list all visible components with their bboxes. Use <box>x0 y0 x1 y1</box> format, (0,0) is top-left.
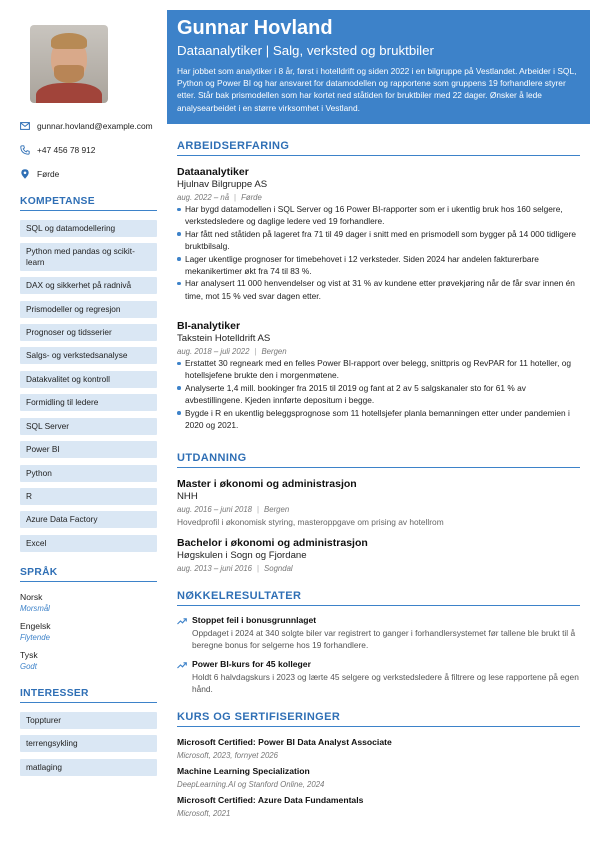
job-meta: aug. 2022 – nå | Førde <box>177 193 262 202</box>
skill-chip: Power BI <box>20 441 157 458</box>
profile-summary: Har jobbet som analytiker i 8 år, først i hotelldrift og siden 2022 i en bilgruppe på Vestlandet. Arbeider i SQL, Python og Power BI og har ansvaret for datamodellen og rapportene som gruppens 19 forhandlere styrer etter. Står bak prismodellen som har kortet ned ståtiden for bruktbiler med 22 dager. Ønsker å lede analysearbeidet i en større virksomhet i Vestland. <box>177 66 577 113</box>
education-period: aug. 2013 – juni 2016 <box>177 564 253 573</box>
header-band <box>167 10 590 124</box>
location-text: Førde <box>37 169 60 179</box>
language-name: Engelsk <box>20 621 51 631</box>
job-title: BI-analytiker <box>177 320 241 332</box>
language-item <box>20 650 38 671</box>
education-meta: aug. 2016 – juni 2018 | Bergen <box>177 505 290 514</box>
job-period: aug. 2022 – nå <box>177 193 230 202</box>
phone-icon <box>20 145 30 155</box>
skill-chip: Python med pandas og scikit-learn <box>20 243 157 271</box>
job-bullets <box>177 357 580 431</box>
phone-text: +47 456 78 912 <box>37 145 96 155</box>
trend-up-icon <box>177 617 187 625</box>
achievement-title: Stoppet feil i bonusgrunnlaget <box>192 615 317 625</box>
education-description: Hovedprofil i økonomisk styring, masteroppgave om prising av hotellrom <box>177 517 444 527</box>
skill-chip: R <box>20 488 157 505</box>
achievement-description: Oppdaget i 2024 at 340 solgte biler var registrert to ganger i forhandlersystemet før tallene ble brukt til å beregne bonus for selgerne hos 19 forhandlere. <box>192 628 576 651</box>
cert-title: Microsoft Certified: Power BI Data Analyst Associate <box>177 737 392 747</box>
bullet-item: Bygde i R en ukentlig beleggsprognose som 11 hotellsjefer planla bemanningen etter under pandemien i 2020 og 2021. <box>177 407 580 432</box>
location-pin-icon <box>20 169 30 179</box>
language-name: Tysk <box>20 650 38 660</box>
achievements-heading: NØKKELRESULTATER <box>177 590 580 606</box>
language-level: Morsmål <box>20 604 50 613</box>
experience-heading: ARBEIDSERFARING <box>177 140 580 156</box>
interests-heading: INTERESSER <box>20 688 157 703</box>
cert-meta: DeepLearning.AI og Stanford Online, 2024 <box>177 780 325 789</box>
interest-chip: Toppturer <box>20 712 157 729</box>
skill-chip: Prognoser og tidsserier <box>20 324 157 341</box>
language-level: Godt <box>20 662 37 671</box>
job-period: aug. 2018 – juli 2022 <box>177 347 250 356</box>
interest-chip: terrengsykling <box>20 735 157 752</box>
email-text: gunnar.hovland@example.com <box>37 121 153 131</box>
bullet-item: Har analysert 11 000 henvendelser og vist at 31 % av kundene etter prøvekjøring når de får svar innen én time, mot 15 % ved svar dagen etter. <box>177 277 580 302</box>
skill-chip: Salgs- og verkstedsanalyse <box>20 347 157 364</box>
interest-chip: matlaging <box>20 759 157 776</box>
skill-chip: Python <box>20 465 157 482</box>
skill-chip: Azure Data Factory <box>20 511 157 528</box>
profile-photo <box>30 25 108 103</box>
job-bullets <box>177 203 580 302</box>
cert-meta: Microsoft, 2023, fornyet 2026 <box>177 751 278 760</box>
achievement-description: Holdt 6 halvdagskurs i 2023 og lærte 45 selgere og verkstedsledere å filtrere og lese rapportene på egen hånd. <box>192 672 579 695</box>
school-name: Høgskulen i Sogn og Fjordane <box>177 550 307 561</box>
language-level: Flytende <box>20 633 50 642</box>
education-heading: UTDANNING <box>177 452 580 468</box>
cert-title: Machine Learning Specialization <box>177 766 310 776</box>
language-name: Norsk <box>20 592 43 602</box>
education-meta: aug. 2013 – juni 2016 | Sogndal <box>177 564 293 573</box>
skill-chip: DAX og sikkerhet på radnivå <box>20 277 157 294</box>
bullet-item: Lager ukentlige prognoser for timebehovet i 12 verksteder. Siden 2024 har andelen fakturerbare mekanikertimer økt fra 74 til 83 %. <box>177 253 580 278</box>
degree-title: Master i økonomi og administrasjon <box>177 478 357 490</box>
job-title-headline: Dataanalytiker | Salg, verksted og bruktbiler <box>177 43 434 58</box>
languages-heading: SPRÅK <box>20 567 157 582</box>
education-location: Bergen <box>264 505 290 514</box>
achievement-title: Power BI-kurs for 45 kolleger <box>192 659 311 669</box>
skill-chip: Datakvalitet og kontroll <box>20 371 157 388</box>
job-meta: aug. 2018 – juli 2022 | Bergen <box>177 347 287 356</box>
bullet-item: Analyserte 1,4 mill. bookinger fra 2015 til 2019 og fant at 2 av 5 salgskanaler sto for 61 % av avbestillingene. Kjeden innførte depositum i begge. <box>177 382 580 407</box>
skill-chip: SQL og datamodellering <box>20 220 157 237</box>
cert-title: Microsoft Certified: Azure Data Fundamentals <box>177 795 364 805</box>
contact-location <box>20 169 59 179</box>
education-period: aug. 2016 – juni 2018 <box>177 505 253 514</box>
contact-email[interactable] <box>20 121 153 131</box>
job-company: Hjulnav Bilgruppe AS <box>177 179 268 190</box>
skill-chip: Formidling til ledere <box>20 394 157 411</box>
job-location: Førde <box>241 193 262 202</box>
certifications-heading: KURS OG SERTIFISERINGER <box>177 711 580 727</box>
person-name: Gunnar Hovland <box>177 17 333 39</box>
trend-up-icon <box>177 661 187 669</box>
envelope-icon <box>20 121 30 131</box>
job-title: Dataanalytiker <box>177 166 249 178</box>
skill-chip: Prismodeller og regresjon <box>20 301 157 318</box>
bullet-item: Har fått ned ståtiden på lageret fra 71 til 49 dager i snitt med en prismodell som bygger på 14 000 tidligere bruktbilsalg. <box>177 228 580 253</box>
skill-chip: SQL Server <box>20 418 157 435</box>
bullet-item: Erstattet 30 regneark med en felles Power BI-rapport over belegg, snittpris og RevPAR for 11 hoteller, og hotellsjefene brukte den i morgenmøtene. <box>177 357 580 382</box>
contact-phone[interactable] <box>20 145 95 155</box>
job-company: Takstein Hotelldrift AS <box>177 333 271 344</box>
language-item <box>20 621 51 642</box>
education-location: Sogndal <box>264 564 293 573</box>
school-name: NHH <box>177 491 198 502</box>
skills-heading: KOMPETANSE <box>20 196 157 211</box>
skill-chip: Excel <box>20 535 157 552</box>
degree-title: Bachelor i økonomi og administrasjon <box>177 537 368 549</box>
bullet-item: Har bygd datamodellen i SQL Server og 16 Power BI-rapporter som er i ukentlig bruk hos 160 selgere, verkstedsledere og daglige ledere ved 19 forhandlere. <box>177 203 580 228</box>
language-item <box>20 592 50 613</box>
job-location: Bergen <box>261 347 287 356</box>
cert-meta: Microsoft, 2021 <box>177 809 231 818</box>
